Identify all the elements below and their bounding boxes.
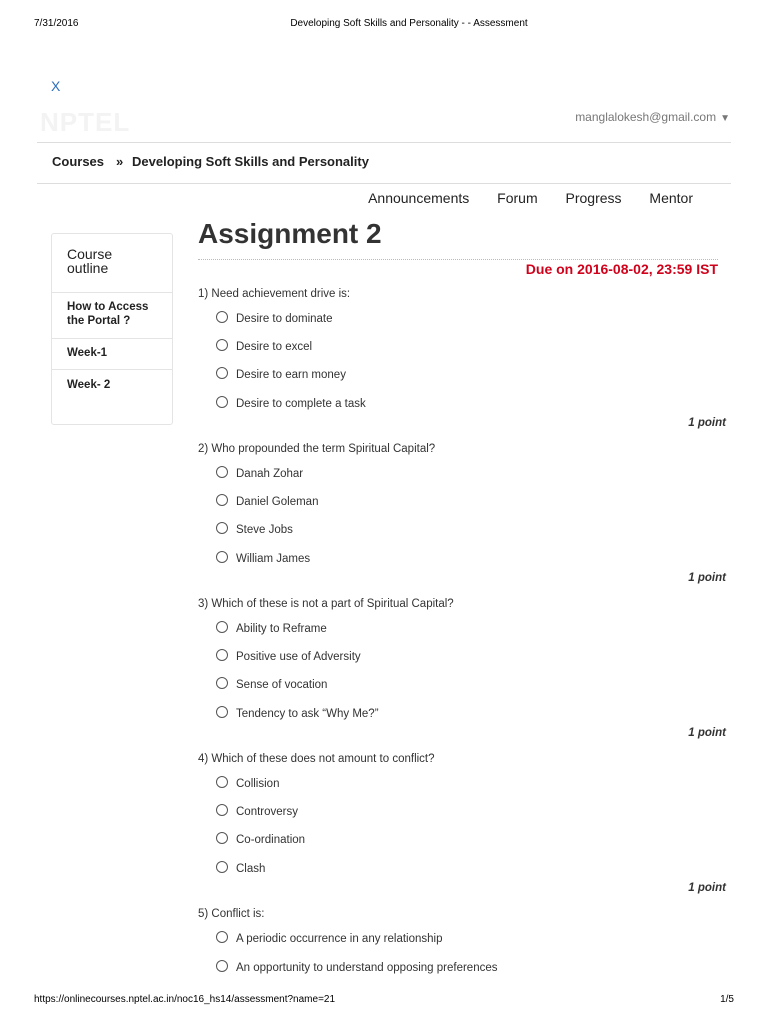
radio-button[interactable] xyxy=(216,960,228,972)
sidebar-divider xyxy=(52,292,172,293)
sidebar-divider xyxy=(52,369,172,370)
radio-button[interactable] xyxy=(216,311,228,323)
breadcrumb-course-link[interactable]: Developing Soft Skills and Personality xyxy=(132,154,369,169)
radio-button[interactable] xyxy=(216,494,228,506)
radio-button[interactable] xyxy=(216,649,228,661)
answer-option[interactable] xyxy=(216,367,346,381)
points-label: 1 point xyxy=(688,572,726,584)
question-text: 2) Who propounded the term Spiritual Capital? xyxy=(198,443,436,455)
print-title: Developing Soft Skills and Personality - - Assessment xyxy=(290,18,528,29)
answer-option[interactable] xyxy=(216,311,333,325)
title-divider xyxy=(198,259,718,260)
answer-option[interactable] xyxy=(216,776,279,790)
question-text: 4) Which of these does not amount to conflict? xyxy=(198,753,435,765)
option-label: Clash xyxy=(236,863,266,875)
option-label: An opportunity to understand opposing preferences xyxy=(236,962,498,974)
answer-option[interactable] xyxy=(216,649,361,663)
user-email: manglalokesh@gmail.com xyxy=(575,110,717,124)
option-label: Desire to earn money xyxy=(236,369,346,381)
radio-button[interactable] xyxy=(216,861,228,873)
sidebar-divider xyxy=(52,338,172,339)
option-label: Sense of vocation xyxy=(236,679,328,691)
radio-button[interactable] xyxy=(216,466,228,478)
answer-option[interactable] xyxy=(216,621,327,635)
close-icon[interactable]: X xyxy=(51,78,61,94)
tab-forum[interactable]: Forum xyxy=(497,190,538,206)
answer-option[interactable] xyxy=(216,677,327,691)
sidebar-item-label: the Portal ? xyxy=(67,315,131,327)
radio-button[interactable] xyxy=(216,339,228,351)
breadcrumb-courses-link[interactable]: Courses xyxy=(52,154,105,169)
answer-option[interactable] xyxy=(216,861,265,875)
option-label: Ability to Reframe xyxy=(236,623,327,635)
answer-option[interactable] xyxy=(216,466,303,480)
course-outline-sidebar xyxy=(51,233,173,425)
points-label: 1 point xyxy=(688,417,726,429)
radio-button[interactable] xyxy=(216,706,228,718)
radio-button[interactable] xyxy=(216,367,228,379)
user-menu[interactable] xyxy=(575,110,730,124)
option-label: Daniel Goleman xyxy=(236,496,319,508)
points-label: 1 point xyxy=(688,882,726,894)
answer-option[interactable] xyxy=(216,551,310,565)
answer-option[interactable] xyxy=(216,832,305,846)
option-label: Danah Zohar xyxy=(236,468,304,480)
option-label: Tendency to ask “Why Me?” xyxy=(236,708,379,720)
radio-button[interactable] xyxy=(216,776,228,788)
nptel-logo: NPTEL xyxy=(40,107,131,137)
tab-progress[interactable]: Progress xyxy=(565,190,622,206)
sidebar-item-how-to-access[interactable] xyxy=(52,300,172,328)
option-label: Desire to complete a task xyxy=(236,398,366,410)
sidebar-item-week-2[interactable] xyxy=(52,378,172,392)
radio-button[interactable] xyxy=(216,677,228,689)
radio-button[interactable] xyxy=(216,621,228,633)
option-label: A periodic occurrence in any relationship xyxy=(236,933,443,945)
tab-announcements[interactable]: Announcements xyxy=(368,190,470,206)
breadcrumb-separator: » xyxy=(116,154,124,169)
option-label: Controversy xyxy=(236,806,298,818)
option-label: Steve Jobs xyxy=(236,524,293,536)
option-label: Collision xyxy=(236,778,280,790)
option-label: Co-ordination xyxy=(236,834,306,846)
radio-button[interactable] xyxy=(216,804,228,816)
answer-option[interactable] xyxy=(216,804,298,818)
answer-option[interactable] xyxy=(216,706,379,720)
page-title: Assignment 2 xyxy=(198,218,382,249)
course-nav xyxy=(344,190,693,206)
radio-button[interactable] xyxy=(216,832,228,844)
question-text: 3) Which of these is not a part of Spiritual Capital? xyxy=(198,598,454,610)
tab-mentor[interactable]: Mentor xyxy=(649,190,693,206)
answer-option[interactable] xyxy=(216,339,312,353)
answer-option[interactable] xyxy=(216,931,442,945)
sidebar-item-label: How to Access xyxy=(67,301,149,313)
sidebar-item-label: Week- 2 xyxy=(67,379,111,391)
answer-option[interactable] xyxy=(216,522,293,536)
caret-down-icon: ▼ xyxy=(720,113,730,124)
print-date: 7/31/2016 xyxy=(34,18,79,29)
option-label: William James xyxy=(236,553,311,565)
question-text: 5) Conflict is: xyxy=(198,908,265,920)
answer-option[interactable] xyxy=(216,494,318,508)
sidebar-title-line: Course xyxy=(67,246,113,262)
radio-button[interactable] xyxy=(216,396,228,408)
print-url: https://onlinecourses.nptel.ac.in/noc16_hs14/assessment?name=21 xyxy=(34,994,336,1005)
radio-button[interactable] xyxy=(216,551,228,563)
answer-option[interactable] xyxy=(216,960,498,974)
option-label: Positive use of Adversity xyxy=(236,651,361,663)
option-label: Desire to dominate xyxy=(236,313,333,325)
sidebar-item-label: Week-1 xyxy=(67,347,108,359)
due-date: Due on 2016-08-02, 23:59 IST xyxy=(525,261,718,277)
breadcrumb xyxy=(37,142,731,184)
print-page-number: 1/5 xyxy=(720,994,734,1005)
question-text: 1) Need achievement drive is: xyxy=(198,288,351,300)
sidebar-item-week-1[interactable] xyxy=(52,346,172,360)
radio-button[interactable] xyxy=(216,931,228,943)
sidebar-title xyxy=(67,247,112,275)
points-label: 1 point xyxy=(688,727,726,739)
radio-button[interactable] xyxy=(216,522,228,534)
answer-option[interactable] xyxy=(216,396,366,410)
option-label: Desire to excel xyxy=(236,341,313,353)
sidebar-title-line: outline xyxy=(67,260,109,276)
